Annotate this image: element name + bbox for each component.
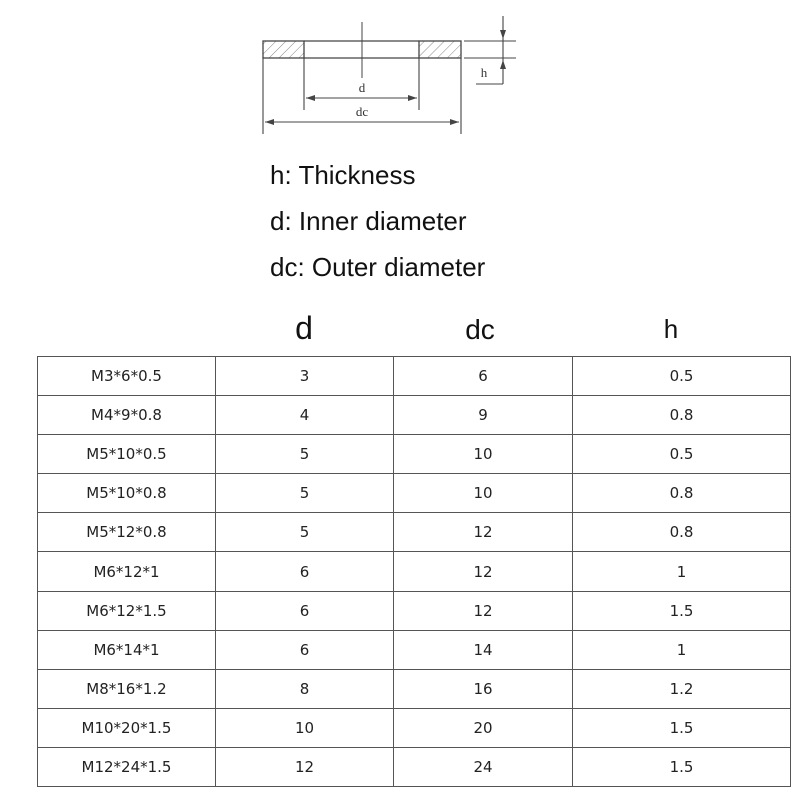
table-row [38, 435, 791, 474]
cell-h: 1.5 [573, 591, 791, 630]
table-row [38, 708, 791, 747]
cell-dc: 6 [394, 357, 573, 396]
cell-dc: 14 [394, 630, 573, 669]
spec-table-body [38, 357, 791, 787]
cell-h: 0.5 [573, 435, 791, 474]
washer-cross-section [263, 22, 461, 78]
cell-size: M5*12*0.8 [38, 513, 216, 552]
cell-size: M10*20*1.5 [38, 708, 216, 747]
table-row [38, 552, 791, 591]
table-row [38, 357, 791, 396]
cell-h: 1.5 [573, 708, 791, 747]
cell-dc: 12 [394, 552, 573, 591]
cell-d: 12 [216, 747, 394, 786]
cell-d: 10 [216, 708, 394, 747]
legend-outer-diameter: dc: Outer diameter [270, 252, 486, 282]
spec-table [37, 356, 791, 787]
cell-dc: 16 [394, 669, 573, 708]
cell-size: M6*12*1 [38, 552, 216, 591]
column-header-dc: dc [465, 314, 495, 345]
cell-size: M5*10*0.8 [38, 474, 216, 513]
cell-size: M6*12*1.5 [38, 591, 216, 630]
cell-d: 6 [216, 630, 394, 669]
table-row [38, 396, 791, 435]
cell-d: 5 [216, 474, 394, 513]
column-header-d: d [295, 310, 313, 346]
cell-d: 5 [216, 435, 394, 474]
cell-d: 8 [216, 669, 394, 708]
cell-size: M5*10*0.5 [38, 435, 216, 474]
cell-size: M4*9*0.8 [38, 396, 216, 435]
cell-dc: 9 [394, 396, 573, 435]
cell-d: 4 [216, 396, 394, 435]
legend-inner-diameter: d: Inner diameter [270, 206, 467, 236]
cell-size: M3*6*0.5 [38, 357, 216, 396]
washer-left-section [263, 41, 304, 58]
cell-h: 1 [573, 552, 791, 591]
cell-h: 0.8 [573, 513, 791, 552]
cell-dc: 10 [394, 435, 573, 474]
cell-d: 5 [216, 513, 394, 552]
washer-right-section [419, 41, 461, 58]
dimension-lines [263, 16, 516, 134]
cell-h: 0.8 [573, 396, 791, 435]
cell-h: 1.2 [573, 669, 791, 708]
legend-thickness: h: Thickness [270, 160, 416, 190]
table-row [38, 474, 791, 513]
cell-h: 0.8 [573, 474, 791, 513]
dc-label: dc [355, 104, 369, 119]
cell-size: M12*24*1.5 [38, 747, 216, 786]
table-row [38, 630, 791, 669]
d-label: d [358, 80, 366, 95]
table-row [38, 513, 791, 552]
h-label: h [480, 65, 488, 80]
cell-size: M6*14*1 [38, 630, 216, 669]
cell-h: 0.5 [573, 357, 791, 396]
cell-size: M8*16*1.2 [38, 669, 216, 708]
cell-dc: 10 [394, 474, 573, 513]
cell-h: 1.5 [573, 747, 791, 786]
cell-d: 6 [216, 552, 394, 591]
cell-h: 1 [573, 630, 791, 669]
column-header-h: h [663, 314, 679, 344]
cell-d: 6 [216, 591, 394, 630]
table-row [38, 591, 791, 630]
cell-dc: 20 [394, 708, 573, 747]
cell-dc: 12 [394, 513, 573, 552]
cell-dc: 12 [394, 591, 573, 630]
cell-dc: 24 [394, 747, 573, 786]
cell-d: 3 [216, 357, 394, 396]
table-row [38, 747, 791, 786]
table-row [38, 669, 791, 708]
